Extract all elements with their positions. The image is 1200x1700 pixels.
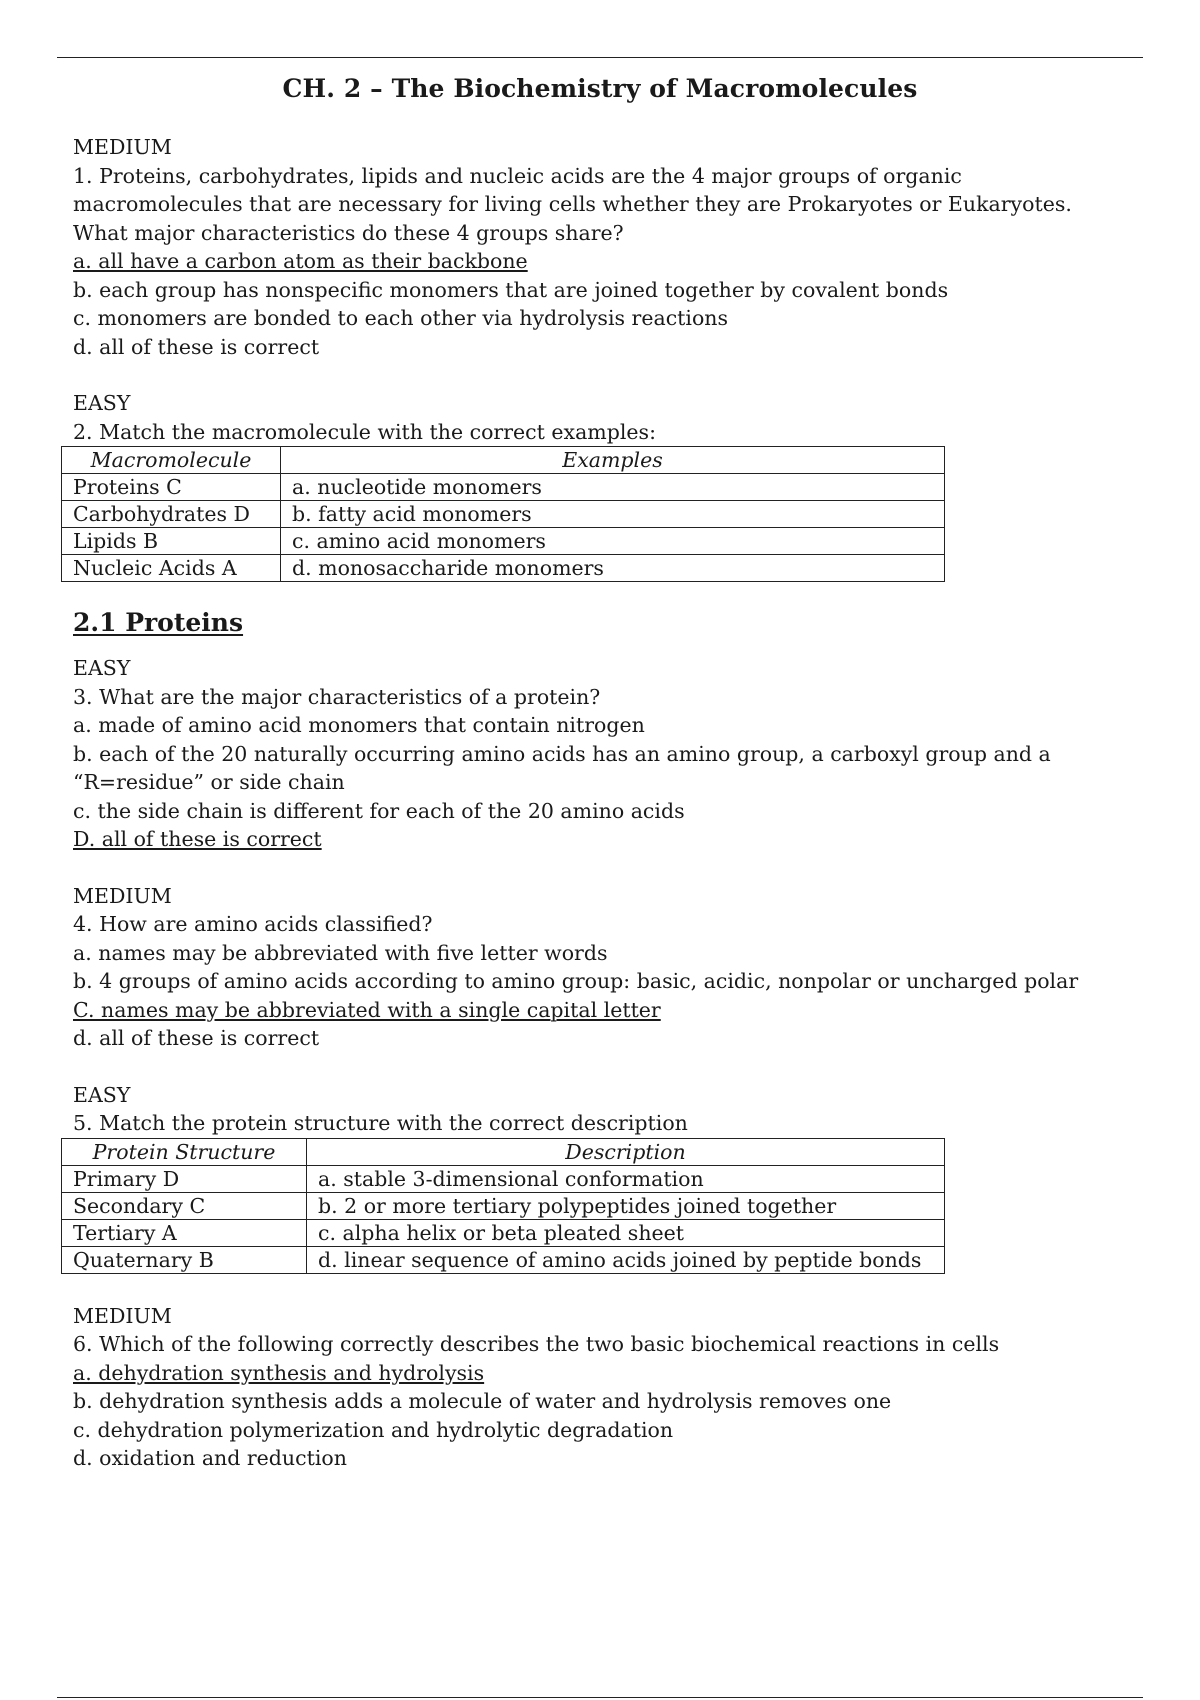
question-1: [73, 133, 1163, 361]
table-row: [62, 501, 945, 528]
question-2: [73, 389, 1163, 582]
difficulty-label: EASY: [73, 1082, 131, 1107]
table-cell: Secondary C: [62, 1192, 307, 1219]
table-cell: d. linear sequence of amino acids joined by peptide bonds: [307, 1246, 945, 1273]
question-4: [73, 882, 1163, 1053]
table-cell: c. alpha helix or beta pleated sheet: [307, 1219, 945, 1246]
document-body: [73, 133, 1163, 1473]
question-text: 6. Which of the following correctly describes the two basic biochemical reactions in cells: [73, 1332, 1000, 1356]
option-b: b. each of the 20 naturally occurring amino acids has an amino group, a carboxyl group and a “R=residue” or side chain: [73, 741, 1051, 794]
table-header-row: [62, 447, 945, 474]
option-c-correct: C. names may be abbreviated with a single capital letter: [73, 997, 661, 1022]
option-a: a. names may be abbreviated with five letter words: [73, 940, 608, 965]
table-cell: a. nucleotide monomers: [281, 474, 945, 501]
table-cell: d. monosaccharide monomers: [281, 555, 945, 582]
option-a-correct: a. dehydration synthesis and hydrolysis: [73, 1360, 485, 1385]
option-a-correct: a. all have a carbon atom as their backbone: [73, 249, 528, 273]
header-protein-structure: Protein Structure: [62, 1138, 307, 1165]
question-text: 4. How are amino acids classified?: [73, 912, 433, 936]
option-b: b. 4 groups of amino acids according to amino group: basic, acidic, nonpolar or uncharged polar: [73, 969, 1079, 993]
table-cell: Nucleic Acids A: [62, 555, 281, 582]
question-5: [73, 1081, 1163, 1274]
table-cell: c. amino acid monomers: [281, 528, 945, 555]
top-rule: [57, 57, 1143, 58]
table-row: [62, 474, 945, 501]
table-cell: Lipids B: [62, 528, 281, 555]
table-cell: Tertiary A: [62, 1219, 307, 1246]
table-row: [62, 1246, 945, 1273]
difficulty-label: EASY: [73, 391, 131, 415]
difficulty-label: MEDIUM: [73, 135, 172, 159]
header-macromolecule: Macromolecule: [62, 447, 281, 474]
header-examples: Examples: [281, 447, 945, 474]
table-cell: b. fatty acid monomers: [281, 501, 945, 528]
page-title: CH. 2 – The Biochemistry of Macromolecules: [282, 74, 918, 103]
section-heading-proteins: 2.1 Proteins: [73, 608, 244, 637]
table-row: [62, 1192, 945, 1219]
table-row: [62, 555, 945, 582]
option-d: d. all of these is correct: [73, 334, 320, 359]
question-text: 5. Match the protein structure with the correct description: [73, 1111, 688, 1135]
table-cell: Primary D: [62, 1165, 307, 1192]
bottom-rule: [57, 1697, 1143, 1698]
table-row: [62, 528, 945, 555]
question-6: [73, 1302, 1163, 1473]
option-a: a. made of amino acid monomers that contain nitrogen: [73, 713, 645, 737]
difficulty-label: MEDIUM: [73, 1303, 172, 1328]
option-d: d. oxidation and reduction: [73, 1446, 347, 1470]
question-3: [73, 654, 1163, 854]
question-text: 3. What are the major characteristics of a protein?: [73, 684, 601, 709]
question-text: 2. Match the macromolecule with the correct examples:: [73, 419, 656, 444]
option-c: c. monomers are bonded to each other via hydrolysis reactions: [73, 306, 729, 330]
option-d: d. all of these is correct: [73, 1026, 320, 1050]
table-cell: Carbohydrates D: [62, 501, 281, 528]
question-text: 1. Proteins, carbohydrates, lipids and nucleic acids are the 4 major groups of organic macromolecules that are necessary for living cells whether they are Prokaryotes or Eukaryotes. What major characteristics do these 4 groups share?: [73, 163, 1072, 245]
table-cell: b. 2 or more tertiary polypeptides joined together: [307, 1192, 945, 1219]
option-b: b. dehydration synthesis adds a molecule of water and hydrolysis removes one: [73, 1389, 892, 1413]
macromolecule-match-table: [61, 446, 945, 582]
header-description: Description: [307, 1138, 945, 1165]
table-row: [62, 1219, 945, 1246]
difficulty-label: MEDIUM: [73, 883, 172, 908]
option-d-correct: D. all of these is correct: [73, 827, 322, 851]
difficulty-label: EASY: [73, 656, 131, 680]
table-header-row: [62, 1138, 945, 1165]
table-cell: a. stable 3-dimensional conformation: [307, 1165, 945, 1192]
option-c: c. the side chain is different for each of the 20 amino acids: [73, 798, 685, 823]
table-cell: Quaternary B: [62, 1246, 307, 1273]
option-c: c. dehydration polymerization and hydrolytic degradation: [73, 1417, 674, 1442]
table-cell: Proteins C: [62, 474, 281, 501]
table-row: [62, 1165, 945, 1192]
option-b: b. each group has nonspecific monomers that are joined together by covalent bonds: [73, 277, 949, 302]
protein-structure-match-table: [61, 1138, 945, 1274]
